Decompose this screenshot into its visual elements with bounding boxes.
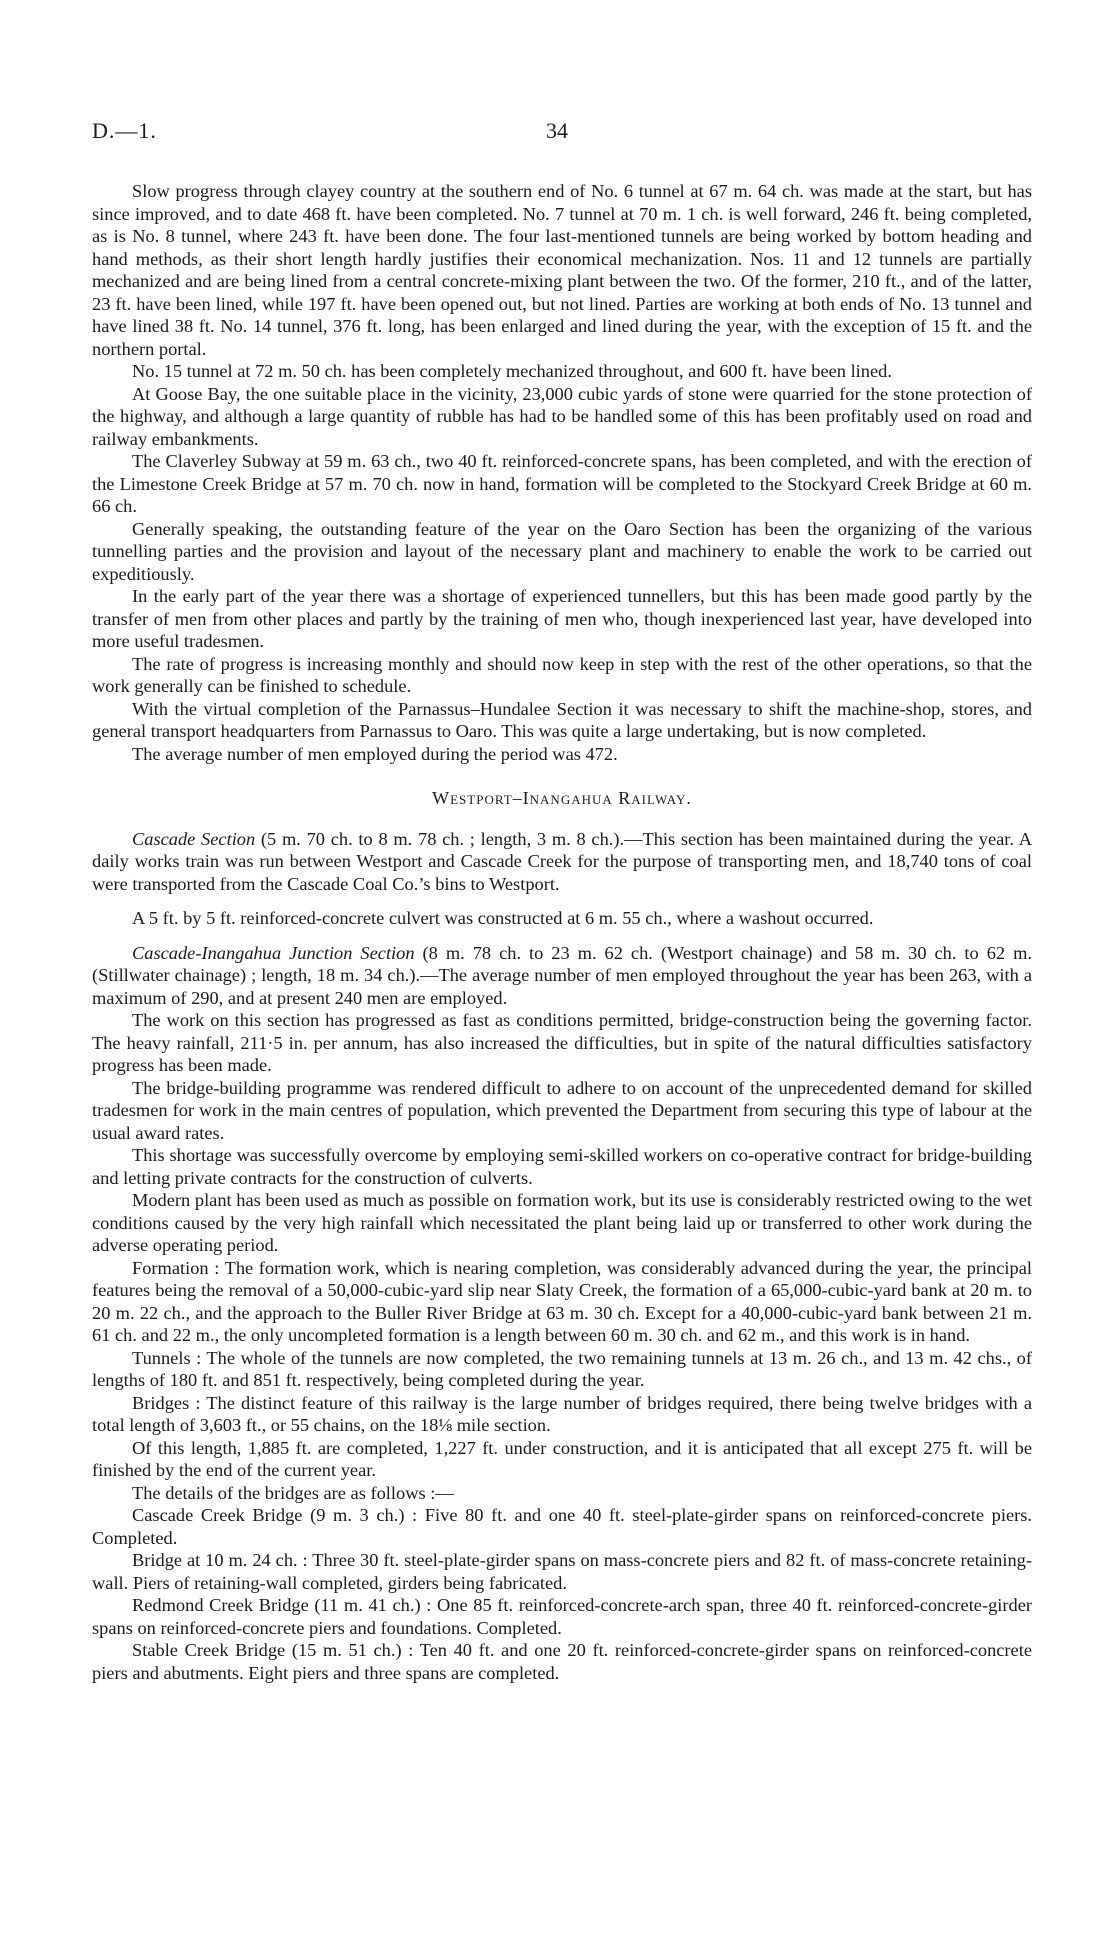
paragraph: No. 15 tunnel at 72 m. 50 ch. has been completely mechanized throughout, and 600 ft. have been lined. xyxy=(132,361,892,381)
paragraph: Formation : The formation work, which is nearing completion, was considerably advanced during the year, the principal features being the removal of a 50,000-cubic-yard slip near Slaty Creek, the formation of a 65,000-cubic-yard bank at 20 m. to 20 m. 22 ch., and the approach to the Buller River Bridge at 63 m. 30 ch. Except for a 40,000-cubic-yard bank between 21 m. 61 ch. and 22 m., the only uncompleted formation is a length between 60 m. 30 ch. and 62 m., and this work is in hand. xyxy=(92,1257,1032,1345)
paragraph: Cascade Creek Bridge (9 m. 3 ch.) : Five 80 ft. and one 40 ft. steel-plate-girder spans on reinforced-concrete piers. Completed. xyxy=(92,1505,1032,1548)
paragraph: The work on this section has progressed as fast as conditions permitted, bridge-construction being the governing factor. The heavy rainfall, 211·5 in. per annum, has also increased the difficulties, but in spite of the natural difficulties satisfactory progress has been made. xyxy=(92,1010,1032,1075)
paragraph: Modern plant has been used as much as possible on formation work, but its use is considerably restricted owing to the wet conditions caused by the very high rainfall which necessitated the plant being laid up or transferred to other work during the adverse operating period. xyxy=(92,1190,1032,1255)
paragraph: The Claverley Subway at 59 m. 63 ch., two 40 ft. reinforced-concrete spans, has been completed, and with the erection of the Limestone Creek Bridge at 57 m. 70 ch. now in hand, formation will be completed to the Stockyard Creek Bridge at 60 m. 66 ch. xyxy=(92,451,1032,516)
paragraph: Bridges : The distinct feature of this railway is the large number of bridges required, there being twelve bridges with a total length of 3,603 ft., or 55 chains, on the 18⅛ mile section. xyxy=(92,1392,1032,1435)
junction-label: Cascade-Inangahua Junction Section xyxy=(132,942,415,963)
body-text xyxy=(92,180,1032,1684)
paragraph: The bridge-building programme was rendered difficult to adhere to on account of the unprecedented demand for skilled tradesmen for work in the main centres of population, which prevented the Department from securing this type of labour at the usual award rates. xyxy=(92,1077,1032,1143)
paragraph: The average number of men employed during the period was 472. xyxy=(132,743,618,764)
junction-text: (8 m. 78 ch. to 23 m. 62 ch. (Westport chainage) and 58 m. 30 ch. to 62 m. (Stillwater chainage) ; length, 18 m. 34 ch.).—The average number of men employed throughout the year has been 263, with a maximum of 290, and at present 240 men are employed. xyxy=(92,942,1032,1008)
paragraph-cascade xyxy=(92,828,1032,896)
paragraph: Of this length, 1,885 ft. are completed, 1,227 ft. under construction, and it is anticipated that all except 275 ft. will be finished by the end of the current year. xyxy=(92,1437,1032,1480)
paragraph: The details of the bridges are as follows :— xyxy=(132,1482,454,1503)
paragraph: The rate of progress is increasing monthly and should now keep in step with the rest of the other operations, so that the work generally can be finished to schedule. xyxy=(92,653,1032,696)
paragraph: At Goose Bay, the one suitable place in the vicinity, 23,000 cubic yards of stone were quarried for the stone protection of the highway, and although a large quantity of rubble has had to be handled some of this has been profitably used on road and railway embankments. xyxy=(92,383,1032,449)
paragraph-junction xyxy=(92,942,1032,1010)
paragraph: Stable Creek Bridge (15 m. 51 ch.) : Ten 40 ft. and one 20 ft. reinforced-concrete-girder spans on reinforced-concrete piers and abutments. Eight piers and three spans are completed. xyxy=(92,1640,1032,1683)
paragraph: Bridge at 10 m. 24 ch. : Three 30 ft. steel-plate-girder spans on mass-concrete piers and 82 ft. of mass-concrete retaining-wall. Piers of retaining-wall completed, girders being fabricated. xyxy=(92,1550,1032,1593)
paragraph: In the early part of the year there was a shortage of experienced tunnellers, but this has been made good partly by the transfer of men from other places and partly by the training of men who, though inexperienced last year, have developed into more useful tradesmen. xyxy=(92,586,1032,651)
cascade-text: (5 m. 70 ch. to 8 m. 78 ch. ; length, 3 m. 8 ch.).—This section has been maintained during the year. A daily works train was run between Westport and Cascade Creek for the purpose of transporting men, and 18,740 tons of coal were transported from the Cascade Coal Co.’s bins to Westport. xyxy=(92,828,1032,894)
paragraph: Redmond Creek Bridge (11 m. 41 ch.) : One 85 ft. reinforced-concrete-arch span, three 40 ft. reinforced-concrete-girder spans on reinforced-concrete piers and foundations. Completed. xyxy=(92,1595,1032,1638)
document-reference: D.—1. xyxy=(92,118,157,143)
paragraph: This shortage was successfully overcome by employing semi-skilled workers on co-operative contract for bridge-building and letting private contracts for the construction of culverts. xyxy=(92,1145,1032,1188)
paragraph: With the virtual completion of the Parnassus–Hundalee Section it was necessary to shift the machine-shop, stores, and general transport headquarters from Parnassus to Oaro. This was quite a large undertaking, but is now completed. xyxy=(92,698,1032,741)
paragraph: Slow progress through clayey country at the southern end of No. 6 tunnel at 67 m. 64 ch. was made at the start, but has since improved, and to date 468 ft. have been completed. No. 7 tunnel at 70 m. 1 ch. is well forward, 246 ft. being completed, as is No. 8 tunnel, where 243 ft. have been done. The four last-mentioned tunnels are being worked by bottom heading and hand methods, as their short length hardly justifies their economical mechanization. Nos. 11 and 12 tunnels are partially mechanized and are being lined from a central concrete-mixing plant between the two. Of the former, 210 ft., and of the latter, 23 ft. have been lined, while 197 ft. have been opened out, but not lined. Parties are working at both ends of No. 13 tunnel and have lined 38 ft. No. 14 tunnel, 376 ft. long, has been enlarged and lined during the year, with the exception of 15 ft. and the northern portal. xyxy=(92,181,1032,359)
paragraph-culvert: A 5 ft. by 5 ft. reinforced-concrete culvert was constructed at 6 m. 55 ch., where a washout occurred. xyxy=(132,908,874,928)
paragraph: Tunnels : The whole of the tunnels are now completed, the two remaining tunnels at 13 m. 26 ch., and 13 m. 42 chs., of lengths of 180 ft. and 851 ft. respectively, being completed during the year. xyxy=(92,1347,1032,1390)
section-heading: Westport–Inangahua Railway. xyxy=(432,788,692,808)
page-number: 34 xyxy=(546,118,568,143)
cascade-label: Cascade Section xyxy=(132,828,256,849)
paragraph: Generally speaking, the outstanding feature of the year on the Oaro Section has been the organizing of the various tunnelling parties and the provision and layout of the necessary plant and machinery to enable the work to be carried out expeditiously. xyxy=(92,518,1032,584)
